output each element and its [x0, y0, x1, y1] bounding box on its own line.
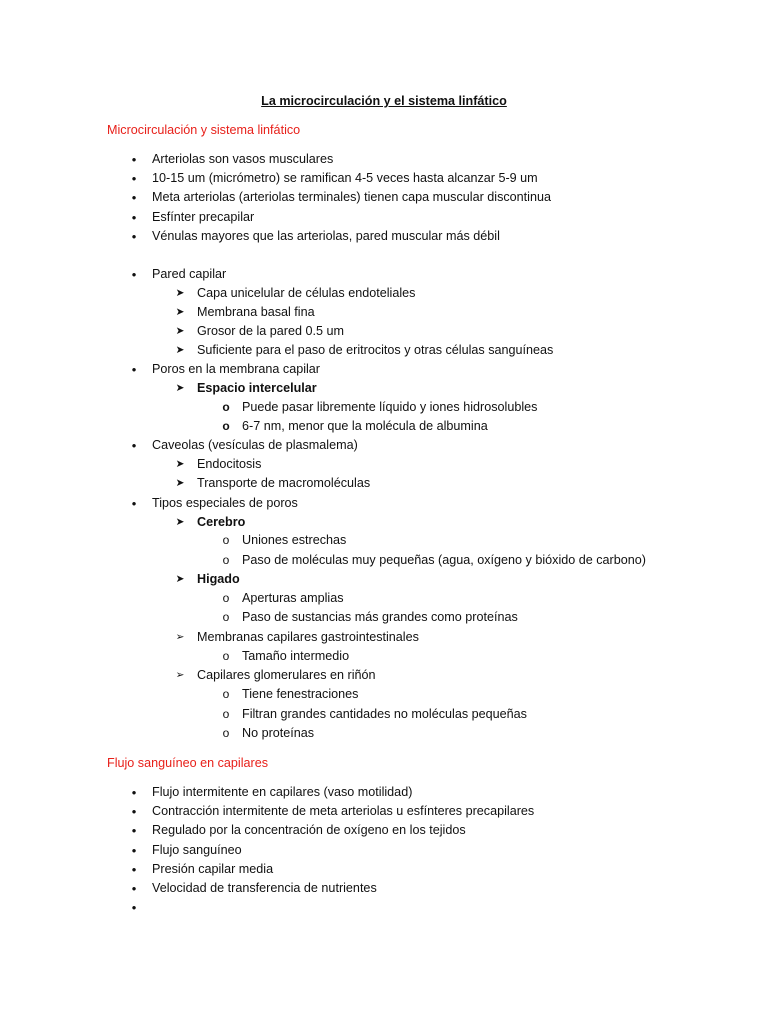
arrow-bullet-icon: ➤	[175, 477, 185, 489]
arrow-bullet-icon: ➤	[175, 325, 185, 337]
document-page: La microcirculación y el sistema linfático Microcirculación y sistema linfático • Arteriolas son vasos musculares • 10-15 um (micrómetro) se ramifican 4-5 veces hasta alcanzar 5-9 um • Meta arteriolas (arteriolas terminales) tienen capa muscular discontinua • Esfínter precapilar • Vénulas mayores que las arteriolas, pared muscular más débil • Pared capilar ➤ Capa unicelular de células endoteliales ➤ Membrana basal fina ➤ Grosor de la pared 0.5 um ➤ Suficiente para el paso de eritrocitos y otras células sanguíneas • Poros en la membrana capilar ➤ Espacio intercelular o Puede pasar libremente líquido y iones hidrosolubles o 6-7 nm, menor que la molécula de albumina • Caveolas (vesículas de plasmalema) ➤ Endocitosis ➤ Transporte de macromoléculas • Tipos especiales de poros ➤ Cerebro o Uniones estrechas o Paso de moléculas muy pequeñas (agua, oxígeno y bióxido de carbono) ➤ Higado o Aperturas amplias o Paso de sustancias más grandes como proteínas ➢ Membranas capilares gastrointestinales o Tamaño intermedio ➢ Capilares glomerulares en riñón o Tiene fenestraciones o Filtran grandes cantidades no moléculas pequeñas o No proteínas Flujo sanguíneo en capilares • Flujo intermitente en capilares (vaso motilidad) • Contracción intermitente de meta arteriolas u esfínteres precapilares • Regulado por la concentración de oxígeno en los tejidos • Flujo sanguíneo • Presión capilar media • Velocidad de transferencia de nutrientes •	[0, 0, 768, 1024]
bullet-icon: •	[131, 843, 137, 858]
section-heading-blood-flow: Flujo sanguíneo en capilares	[107, 756, 269, 770]
bullet-icon: •	[131, 229, 137, 244]
bullet-icon: •	[131, 900, 137, 915]
bullet-icon: •	[131, 496, 137, 511]
bullet-icon: •	[131, 804, 137, 819]
circle-bullet-icon: o	[222, 400, 230, 414]
bullet-icon: •	[131, 362, 137, 377]
circle-bullet-icon: o	[222, 533, 230, 547]
arrow-bullet-icon: ➤	[175, 306, 185, 318]
circle-bullet-icon: o	[222, 649, 230, 663]
circle-bullet-icon: o	[222, 707, 230, 721]
bullet-icon: •	[131, 152, 137, 167]
section-heading-microcirculation: Microcirculación y sistema linfático	[107, 123, 301, 137]
circle-bullet-icon: o	[222, 419, 230, 433]
arrow-bullet-icon: ➤	[175, 516, 185, 528]
circle-bullet-icon: o	[222, 553, 230, 567]
circle-bullet-icon: o	[222, 687, 230, 701]
arrow-bullet-icon: ➤	[175, 287, 185, 299]
arrow-bullet-icon: ➤	[175, 573, 185, 585]
circle-bullet-icon: o	[222, 610, 230, 624]
arrow-bullet-icon: ➤	[175, 344, 185, 356]
bullet-icon: •	[131, 823, 137, 838]
arrow-bullet-icon: ➤	[175, 382, 185, 394]
arrow-bullet-icon: ➢	[175, 669, 185, 681]
bullet-icon: •	[131, 862, 137, 877]
bullet-icon: •	[131, 267, 137, 282]
bullet-icon: •	[131, 190, 137, 205]
bullet-icon: •	[131, 785, 137, 800]
circle-bullet-icon: o	[222, 591, 230, 605]
bullet-icon: •	[131, 171, 137, 186]
bullet-icon: •	[131, 881, 137, 896]
arrow-bullet-icon: ➢	[175, 631, 185, 643]
circle-bullet-icon: o	[222, 726, 230, 740]
bullet-icon: •	[131, 210, 137, 225]
arrow-bullet-icon: ➤	[175, 458, 185, 470]
bullet-icon: •	[131, 438, 137, 453]
document-title: La microcirculación y el sistema linfático	[261, 94, 507, 108]
